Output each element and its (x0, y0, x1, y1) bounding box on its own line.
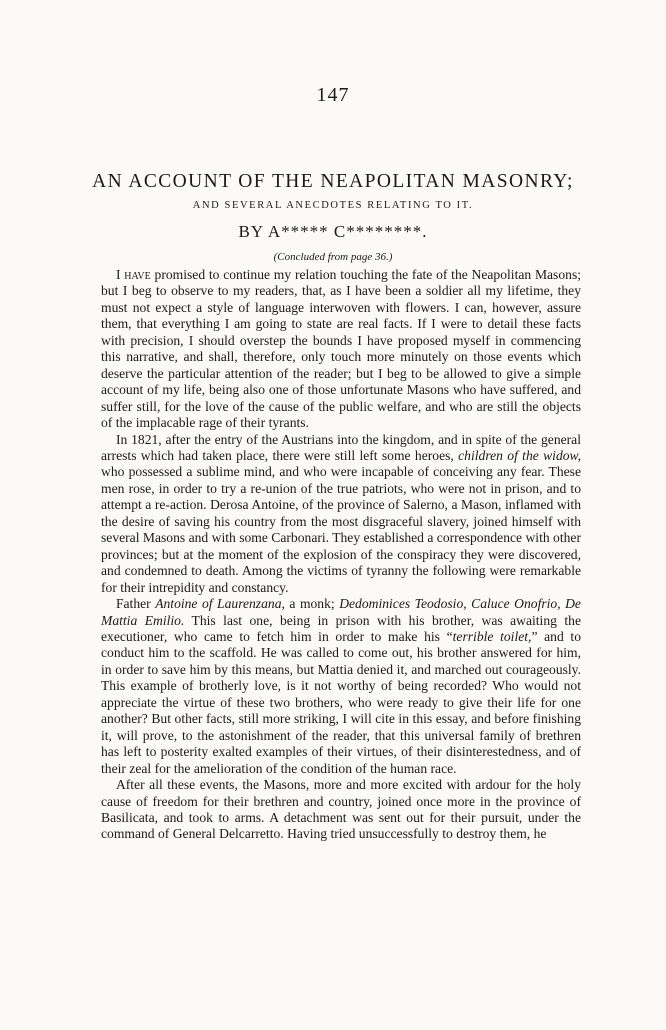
paragraph-2-text-a: In 1821, after the entry of the Austrians into the kingdom, and in spite of the general arrests which had taken place, there were still left some heroes, (101, 431, 581, 463)
italic-name: Antoine of Laurenzana, (155, 596, 285, 612)
paragraph-3 (101, 596, 581, 777)
byline: BY A***** C********. (238, 222, 428, 241)
article-subtitle: AND SEVERAL ANECDOTES RELATING TO IT. (192, 200, 474, 211)
dropcap-word: I (115, 267, 121, 282)
article-body (101, 267, 581, 843)
paragraph-2 (101, 432, 581, 597)
paragraph-3-text-d: ” and to conduct him to the scaffold. He was called to come out, his brother answered for him, in order to save him by this means, but Mattia denied it, and marched out courageously. This example of brotherly love, is it not worthy of being recorded? Who would not appreciate the virtue of these two brothers, who were ready to give their life for one another? But other facts, still more striking, I will cite in this essay, and before finishing it, will prove, to the astonishment of the reader, that this universal family of brethren has left to posterity exalted examples of their virtues, of their disinterestedness, and of their zeal for the amelioration of the condition of the human race. (101, 628, 581, 776)
italic-names: Dedominices Teodosio, Caluce Onofrio, De Mattia Emilio. (101, 596, 581, 628)
paragraph-3-text-b: a monk; (289, 596, 335, 612)
continuation-note: (Concluded from page 36.) (273, 251, 393, 263)
paragraph-4-text: After all these events, the Masons, more and more excited with ardour for the holy cause of freedom for their brethren and country, joined once more in the province of Basilicata, and took to arms. A detachment was sent out for their pursuit, under the command of General Delcarretto. Having tried unsuccessfully to destroy them, he (101, 777, 581, 842)
paragraph-3-text-c: This last one, being in prison with his brother, was awaiting the executioner, who came to fetch him in order to make his “ (101, 612, 581, 644)
paragraph-1-text: promised to continue my relation touching the fate of the Neapolitan Masons; but I beg to observe to my readers, that, as I have been a soldier all my lifetime, they must not expect a style of language interwoven with flowers. I can, however, assure them, that everything I am going to state are real facts. If I were to detail these facts with precision, I should overstep the bounds I have proposed myself in commencing this narrative, and shall, therefore, only touch more minutely on those events which deserve the particular attention of the reader; but I beg to be allowed to give a simple account of my life, being also one of those unfortunate Masons who have suffered, and suffer still, for the love of the cause of the public welfare, and who are still the objects of the implacable rage of their tyrants. (101, 267, 582, 431)
paragraph-2-text-b: who possessed a sublime mind, and who were incapable of conceiving any fear. These men rose, in order to try a re-union of the true patriots, who were not in prison, and to attempt a re-action. Derosa Antoine, of the province of Salerno, a Mason, inflamed with the desire of saving his country from the most disgraceful slavery, joined himself with several Masons and with some Carbonari. They established a correspondence with other provinces; but at the moment of the explosion of the conspiracy they were discovered, and condemned to death. Among the victims of tyranny the following were remarkable for their intrepidity and constancy. (101, 464, 581, 595)
paragraph-4 (101, 777, 581, 843)
article-title: AN ACCOUNT OF THE NEAPOLITAN MASONRY; (92, 171, 574, 192)
italic-quote: terrible toilet, (452, 628, 532, 644)
italic-phrase: children of the widow, (458, 447, 581, 463)
paragraph-3-text-a: Father (115, 596, 151, 612)
smallcaps-word: have (124, 267, 151, 282)
page-number: 147 (316, 84, 350, 106)
paragraph-1 (101, 267, 581, 432)
